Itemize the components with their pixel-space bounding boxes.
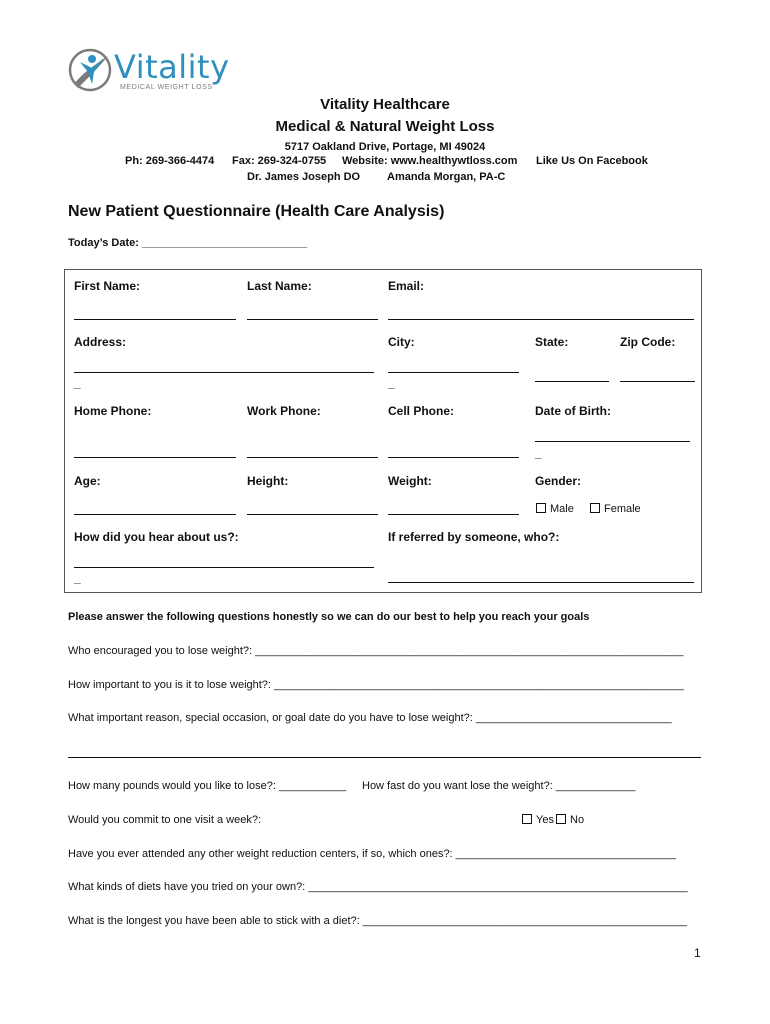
no-checkbox[interactable] xyxy=(556,814,566,824)
logo xyxy=(68,46,238,94)
age-input[interactable] xyxy=(74,514,236,515)
email-input[interactable] xyxy=(388,319,694,320)
work-phone-input[interactable] xyxy=(247,457,378,458)
clinic-subtitle: Medical & Natural Weight Loss xyxy=(275,118,495,135)
home-phone-label: Home Phone: xyxy=(74,404,152,418)
email-label: Email: xyxy=(388,279,425,293)
female-checkbox[interactable] xyxy=(590,503,600,513)
clinic-name: Vitality Healthcare xyxy=(320,96,450,113)
clinic-phone: Ph: 269-366-4474 xyxy=(125,155,215,167)
last-name-label: Last Name: xyxy=(247,279,312,293)
form-title: New Patient Questionnaire (Health Care Analysis) xyxy=(68,203,445,220)
clinic-address: 5717 Oakland Drive, Portage, MI 49024 xyxy=(284,141,486,153)
question-weekly-visit: Would you commit to one visit a week?: xyxy=(68,814,261,826)
cell-phone-input[interactable] xyxy=(388,457,519,458)
gender-female-option[interactable] xyxy=(590,503,641,515)
gender-male-option[interactable] xyxy=(536,503,574,515)
home-phone-input[interactable] xyxy=(74,457,236,458)
work-phone-label: Work Phone: xyxy=(247,404,321,418)
weight-input[interactable] xyxy=(388,514,519,515)
doctor-name: Dr. James Joseph DO xyxy=(247,171,361,183)
heard-about-dash: _ xyxy=(74,571,81,585)
weight-label: Weight: xyxy=(388,474,432,488)
logo-brand: Vitality xyxy=(114,48,230,86)
todays-date-field[interactable]: Today’s Date: ___________________________ xyxy=(68,237,308,249)
question-importance[interactable]: How important to you is it to lose weight?: ___________________________________________________________________ xyxy=(68,679,684,691)
male-checkbox[interactable] xyxy=(536,503,546,513)
female-label: Female xyxy=(604,503,641,515)
question-how-fast[interactable]: How fast do you want lose the weight?: _____________ xyxy=(362,780,636,792)
weekly-visit-yes[interactable] xyxy=(522,814,554,826)
age-label: Age: xyxy=(74,474,101,488)
state-input[interactable] xyxy=(535,381,609,382)
patient-info-box xyxy=(64,269,702,593)
vitality-figure-icon xyxy=(68,46,114,94)
question-other-centers[interactable]: Have you ever attended any other weight reduction centers, if so, which ones?: ____________________________________ xyxy=(68,848,676,860)
clinic-website[interactable]: Website: www.healthywtloss.com xyxy=(342,155,518,167)
city-input[interactable] xyxy=(388,372,519,373)
clinic-fax: Fax: 269-324-0755 xyxy=(232,155,327,167)
logo-tagline: MEDICAL WEIGHT LOSS xyxy=(120,84,213,91)
dob-dash: _ xyxy=(535,446,542,460)
male-label: Male xyxy=(550,503,574,515)
address-input[interactable] xyxy=(74,372,374,373)
state-label: State: xyxy=(535,335,569,349)
referred-label: If referred by someone, who?: xyxy=(388,530,560,544)
height-input[interactable] xyxy=(247,514,378,515)
heard-about-input[interactable] xyxy=(74,567,374,568)
gender-label: Gender: xyxy=(535,474,582,488)
yes-checkbox[interactable] xyxy=(522,814,532,824)
dob-label: Date of Birth: xyxy=(535,404,611,418)
zip-label: Zip Code: xyxy=(620,335,676,349)
cell-phone-label: Cell Phone: xyxy=(388,404,455,418)
heard-about-label: How did you hear about us?: xyxy=(74,530,239,544)
last-name-input[interactable] xyxy=(247,319,378,320)
pa-name: Amanda Morgan, PA-C xyxy=(387,171,506,183)
address-label: Address: xyxy=(74,335,127,349)
weekly-visit-no[interactable] xyxy=(556,814,584,826)
question-encouraged[interactable]: Who encouraged you to lose weight?: ______________________________________________________________________ xyxy=(68,645,684,657)
address-dash: _ xyxy=(74,376,81,390)
questions-intro: Please answer the following questions honestly so we can do our best to help you reach your goals xyxy=(68,611,590,623)
referred-input[interactable] xyxy=(388,582,694,583)
question-reason[interactable]: What important reason, special occasion, or goal date do you have to lose weight?: ________________________________ xyxy=(68,712,672,724)
question-diets-tried[interactable]: What kinds of diets have you tried on your own?: ______________________________________________________________ xyxy=(68,881,688,893)
zip-input[interactable] xyxy=(620,381,695,382)
yes-label: Yes xyxy=(536,814,554,826)
city-dash: _ xyxy=(388,376,395,390)
first-name-label: First Name: xyxy=(74,279,141,293)
page-number: 1 xyxy=(694,946,701,960)
dob-input[interactable] xyxy=(535,441,690,442)
height-label: Height: xyxy=(247,474,289,488)
first-name-input[interactable] xyxy=(74,319,236,320)
facebook-link[interactable]: Like Us On Facebook xyxy=(536,155,648,167)
question-pounds[interactable]: How many pounds would you like to lose?: ___________ xyxy=(68,780,347,792)
question-longest-diet[interactable]: What is the longest you have been able to stick with a diet?: _____________________________________________________ xyxy=(68,915,687,927)
reason-continuation-line[interactable] xyxy=(68,757,701,758)
no-label: No xyxy=(570,814,585,826)
city-label: City: xyxy=(388,335,415,349)
